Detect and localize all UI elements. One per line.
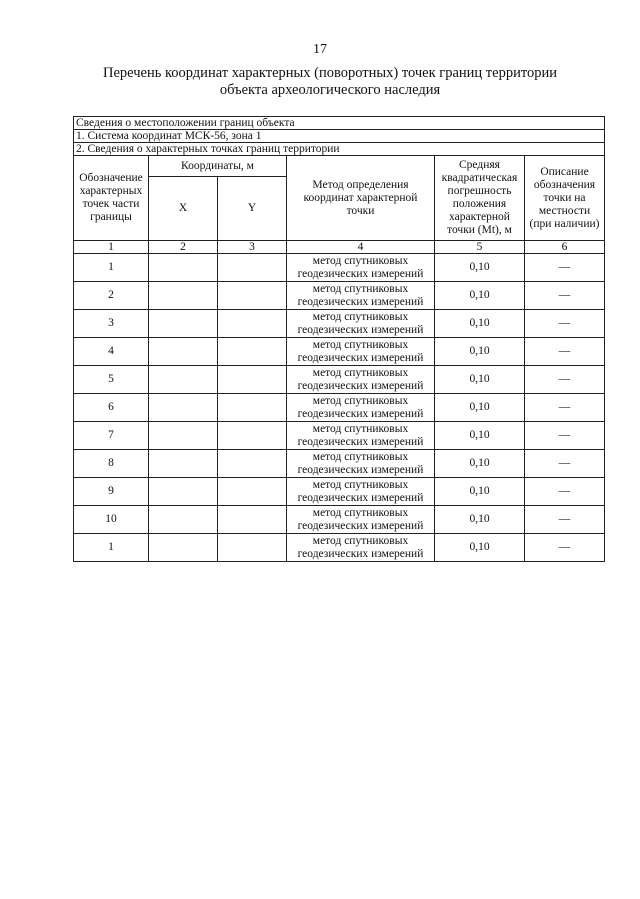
description-cell: — (525, 478, 605, 506)
table-row (74, 282, 605, 310)
page-number: 17 (313, 42, 327, 57)
description-cell: — (525, 338, 605, 366)
method-cell (287, 534, 435, 562)
description-cell: — (525, 310, 605, 338)
y-cell (218, 422, 287, 450)
description-cell: — (525, 450, 605, 478)
section-title: Сведения о местоположении границ объекта (74, 117, 605, 130)
table-row (74, 254, 605, 282)
column-number: 6 (525, 241, 605, 254)
error-cell: 0,10 (435, 282, 525, 310)
column-number: 1 (74, 241, 149, 254)
table-row (74, 478, 605, 506)
header-description: Описание обозначения точки на местности (при наличии) (525, 156, 605, 241)
column-number: 2 (149, 241, 218, 254)
description-cell: — (525, 366, 605, 394)
column-numbers-row (74, 241, 605, 254)
method-line-1: метод спутниковых (312, 338, 409, 351)
method-line-1: метод спутниковых (312, 478, 409, 491)
table-row (74, 338, 605, 366)
error-cell: 0,10 (435, 310, 525, 338)
coord-system: 1. Система координат МСК-56, зона 1 (74, 130, 605, 143)
header-x: X (149, 177, 218, 241)
x-cell (149, 254, 218, 282)
x-cell (149, 534, 218, 562)
point-cell: 6 (74, 394, 149, 422)
y-cell (218, 310, 287, 338)
y-cell (218, 506, 287, 534)
method-cell (287, 450, 435, 478)
method-cell (287, 422, 435, 450)
error-cell: 0,10 (435, 338, 525, 366)
method-line-1: метод спутниковых (312, 422, 409, 435)
error-cell: 0,10 (435, 450, 525, 478)
method-line-2: геодезических измерений (297, 491, 424, 504)
method-cell (287, 310, 435, 338)
x-cell (149, 310, 218, 338)
method-line-1: метод спутниковых (312, 254, 409, 267)
point-cell: 7 (74, 422, 149, 450)
header-designation: Обозначение характерных точек части границы (74, 156, 149, 241)
error-cell: 0,10 (435, 394, 525, 422)
method-line-2: геодезических измерений (297, 379, 424, 392)
description-cell: — (525, 534, 605, 562)
method-line-2: геодезических измерений (297, 547, 424, 560)
table-row (74, 366, 605, 394)
table-row (74, 534, 605, 562)
error-cell: 0,10 (435, 478, 525, 506)
y-cell (218, 394, 287, 422)
x-cell (149, 338, 218, 366)
error-cell: 0,10 (435, 534, 525, 562)
description-cell: — (525, 422, 605, 450)
method-line-2: геодезических измерений (297, 519, 424, 532)
error-cell: 0,10 (435, 254, 525, 282)
x-cell (149, 282, 218, 310)
point-cell: 1 (74, 254, 149, 282)
header-y: Y (218, 177, 287, 241)
description-cell: — (525, 254, 605, 282)
method-line-1: метод спутниковых (312, 366, 409, 379)
x-cell (149, 450, 218, 478)
method-line-1: метод спутниковых (312, 450, 409, 463)
points-section-title: 2. Сведения о характерных точках границ территории (74, 143, 605, 156)
table-row (74, 506, 605, 534)
method-line-1: метод спутниковых (312, 394, 409, 407)
document-title (60, 65, 600, 99)
method-cell (287, 254, 435, 282)
column-number: 5 (435, 241, 525, 254)
method-line-1: метод спутниковых (312, 310, 409, 323)
method-cell (287, 394, 435, 422)
method-cell (287, 506, 435, 534)
x-cell (149, 366, 218, 394)
method-cell (287, 478, 435, 506)
method-line-2: геодезических измерений (297, 435, 424, 448)
description-cell: — (525, 394, 605, 422)
x-cell (149, 478, 218, 506)
header-method: Метод определения координат характерной точки (287, 156, 435, 241)
y-cell (218, 478, 287, 506)
description-cell: — (525, 506, 605, 534)
header-error: Средняя квадратическая погрешность положения характерной точки (Mt), м (435, 156, 525, 241)
y-cell (218, 282, 287, 310)
method-cell (287, 282, 435, 310)
point-cell: 8 (74, 450, 149, 478)
point-cell: 3 (74, 310, 149, 338)
column-number: 3 (218, 241, 287, 254)
method-line-2: геодезических измерений (297, 463, 424, 476)
table-row (74, 450, 605, 478)
y-cell (218, 254, 287, 282)
method-line-2: геодезических измерений (297, 323, 424, 336)
point-cell: 9 (74, 478, 149, 506)
error-cell: 0,10 (435, 506, 525, 534)
point-cell: 4 (74, 338, 149, 366)
table-row (74, 422, 605, 450)
y-cell (218, 534, 287, 562)
table-row (74, 310, 605, 338)
y-cell (218, 338, 287, 366)
error-cell: 0,10 (435, 422, 525, 450)
point-cell: 1 (74, 534, 149, 562)
table-row (74, 394, 605, 422)
point-cell: 5 (74, 366, 149, 394)
method-line-2: геодезических измерений (297, 351, 424, 364)
x-cell (149, 394, 218, 422)
y-cell (218, 450, 287, 478)
column-number: 4 (287, 241, 435, 254)
header-coordinates: Координаты, м (149, 156, 287, 177)
method-cell (287, 366, 435, 394)
method-line-1: метод спутниковых (312, 534, 409, 547)
title-line-2: объекта археологического наследия (219, 82, 441, 98)
coordinates-table (73, 116, 605, 562)
method-line-1: метод спутниковых (312, 506, 409, 519)
method-cell (287, 338, 435, 366)
error-cell: 0,10 (435, 366, 525, 394)
method-line-1: метод спутниковых (312, 282, 409, 295)
point-cell: 10 (74, 506, 149, 534)
description-cell: — (525, 282, 605, 310)
method-line-2: геодезических измерений (297, 267, 424, 280)
point-cell: 2 (74, 282, 149, 310)
y-cell (218, 366, 287, 394)
method-line-2: геодезических измерений (297, 295, 424, 308)
x-cell (149, 506, 218, 534)
title-line-1: Перечень координат характерных (поворотных) точек границ территории (102, 65, 558, 81)
x-cell (149, 422, 218, 450)
method-line-2: геодезических измерений (297, 407, 424, 420)
